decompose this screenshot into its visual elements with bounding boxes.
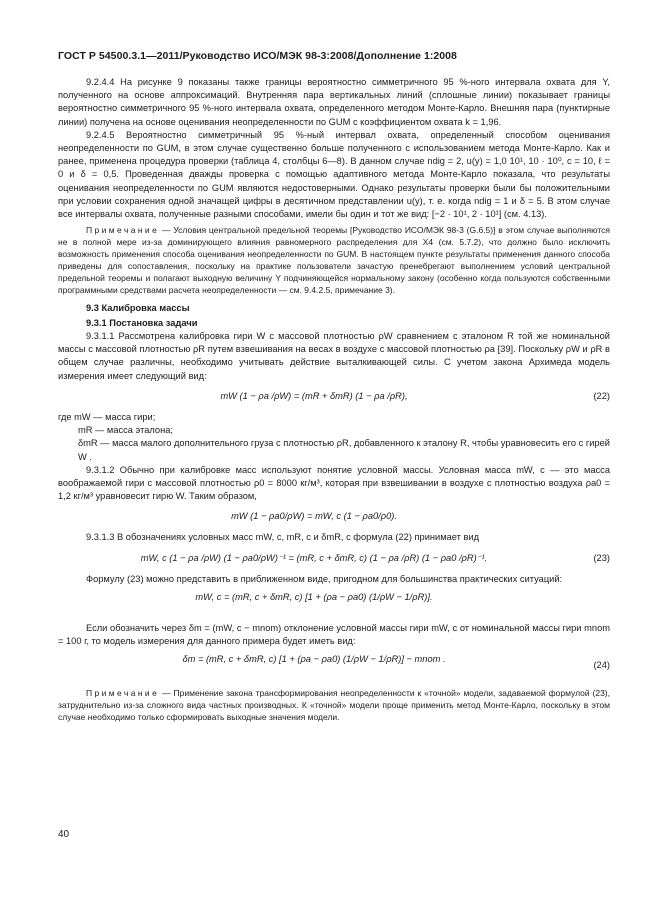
- paragraph-9-2-4-5: 9.2.4.5 Вероятностно симметричный 95 %-ный интервал охвата, определенный способом оценивания неопределенности по GUM, в этом случае существенно больше полученного с использованием метода Монте-Карло. Как и ранее, применена процедура проверки (таблица 4, столбцы 6—8). В данном случае ndig = 2, u(y) = 1,0 10¹, 10 · 10⁰, c = 10, ℓ = 0 и δ = 0,5. Проведенная дважды проверка с помощью адаптивного метода Монте-Карло показала, что результаты оценивания неопределенности по GUM являются недостоверными. Однако результаты проверки были бы положительными при условии сохранения одной значащей цифры в десятичном представлении u(y), т. е. когда ndig = 1 и δ = 5. В этом случае все интервалы охвата, полученные разными способами, имели бы один и тот же вид: [−2 · 10¹, 2 · 10¹] (см. 4.13).: [58, 129, 610, 220]
- paragraph-9-3-1-1: 9.3.1.1 Рассмотрена калибровка гири W с массовой плотностью ρW сравнением с эталоном R той же номинальной массы с массовой плотностью ρR путем взвешивания на весах в воздухе с массовой плотностью ρa [39]. Поскольку ρW и ρR в общем случае различны, необходимо учитывать действие выталкивающей силы. С учетом закона Архимеда модель измерения имеет следующий вид:: [58, 331, 610, 381]
- document-body: [58, 76, 610, 729]
- paragraph-deviation: Если обозначить через δm = (mW, c − mnom) отклонение условной массы гири mW, c от номинальной массы гири mnom = 100 г, то модель измерения для данного примера будет иметь вид:: [58, 622, 610, 646]
- note-1-label: Примечание: [86, 225, 160, 236]
- paragraph-9-3-1-2: 9.3.1.2 Обычно при калибровке масс используют понятие условной массы. Условная масса mW, c — это масса воображаемой гири с массовой плотностью ρ0 = 8000 кг/м³, которая при взвешивании в воздухе с плотностью воздуха ρa0 = 1,2 кг/м³ уравновесит гирю W. Таким образом,: [58, 464, 610, 502]
- note-2-text: — Применение закона трансформирования неопределенности к «точной» модели, задаваемой формулой (23), затруднительно из-за сложного вида частных производных. К «точной» модели проще применить метод Монте-Карло, поскольку в этом случае необходимо только сформировать выходные значения модели.: [58, 688, 610, 722]
- equation-24: [58, 648, 610, 684]
- equation-23: [58, 545, 610, 573]
- note-2-label: Примечание: [86, 688, 160, 699]
- paragraph-9-3-1-3: 9.3.1.3 В обозначениях условных масс mW, c, mR, c и δmR, c формула (22) принимает вид: [86, 532, 480, 543]
- page-number: 40: [58, 829, 70, 840]
- equation-conventional-mass-formula: mW (1 − ρa0/ρW) = mW, c (1 − ρa0/ρ0).: [231, 511, 397, 522]
- page-header: ГОСТ Р 54500.3.1—2011/Руководство ИСО/МЭК 98-3:2008/Дополнение 1:2008: [58, 50, 457, 62]
- equation-24-number: (24): [593, 660, 610, 671]
- equation-22-formula: mW (1 − ρa /ρW) = (mR + δmR) (1 − ρa /ρR),: [220, 390, 408, 401]
- heading-9-3: 9.3 Калибровка массы: [86, 302, 190, 313]
- equation-22-number: (22): [593, 390, 610, 401]
- equation-23-formula: mW, c (1 − ρa /ρW) (1 − ρa0/ρW)⁻¹ = (mR, c + δmR, c) (1 − ρa /ρR) (1 − ρa0 /ρR)⁻¹.: [140, 552, 488, 563]
- where-line-3: δmR — масса малого дополнительного груза с плотностью ρR, добавленного к эталону R, чтобы уравновесить его с гирей W .: [78, 438, 610, 462]
- where-line-2: mR — масса эталона;: [78, 425, 173, 436]
- note-1-text: — Условия центральной предельной теоремы [Руководство ИСО/МЭК 98-3 (G.6.5)] в этом случае выполняются не в полной мере из-за доминирующего влияния равномерного распределения для X4 (см. 5.7.2), что должно было исключить возможность применения способа оценивания неопределенности по GUM. В настоящем пункте результаты применения данного способа приведены для сопоставления, поскольку на практике пользователи зачастую пренебрегают выполнением условий центральной предельной теоремы и полагают выходную величину Y подчиняющейся нормальному закону (особенно когда пользуются собственными программными средствами расчета неопределенности — см. 9.4.2.5, примечание 3).: [58, 225, 610, 295]
- paragraph-9-2-4-4: 9.2.4.4 На рисунке 9 показаны также границы вероятностно симметричного 95 %-ного интервала охвата для Y, полученного на основе аппроксимаций. Внутренняя пара вертикальных линий (сплошные линии) показывает границы вероятностно симметричного 95 %-ного интервала охвата, определенного методом Монте-Карло. Внешняя пара (пунктирные линии) получена на основе оценивания неопределенности по GUM с коэффициентом охвата k = 1,96.: [58, 77, 610, 127]
- equation-approximate-formula: mW, c = (mR, c + δmR, c) [1 + (ρa − ρa0) (1/ρW − 1/ρR)].: [195, 591, 433, 602]
- heading-9-3-1: 9.3.1 Постановка задачи: [86, 317, 198, 328]
- equation-23-number: (23): [593, 552, 610, 563]
- equation-24-formula: δm = (mR, c + δmR, c) [1 + (ρa − ρa0) (1/ρW − 1/ρR)] − mnom .: [182, 654, 446, 665]
- note-2: [58, 688, 610, 724]
- note-1: [58, 225, 610, 296]
- equation-22: [58, 383, 610, 411]
- paragraph-approximation: Формулу (23) можно представить в приближенном виде, пригодном для большинства практических ситуаций:: [86, 573, 563, 584]
- equation-approximate: [58, 586, 610, 622]
- where-line-1: где mW — масса гири;: [58, 411, 156, 422]
- equation-conventional-mass: [58, 503, 610, 531]
